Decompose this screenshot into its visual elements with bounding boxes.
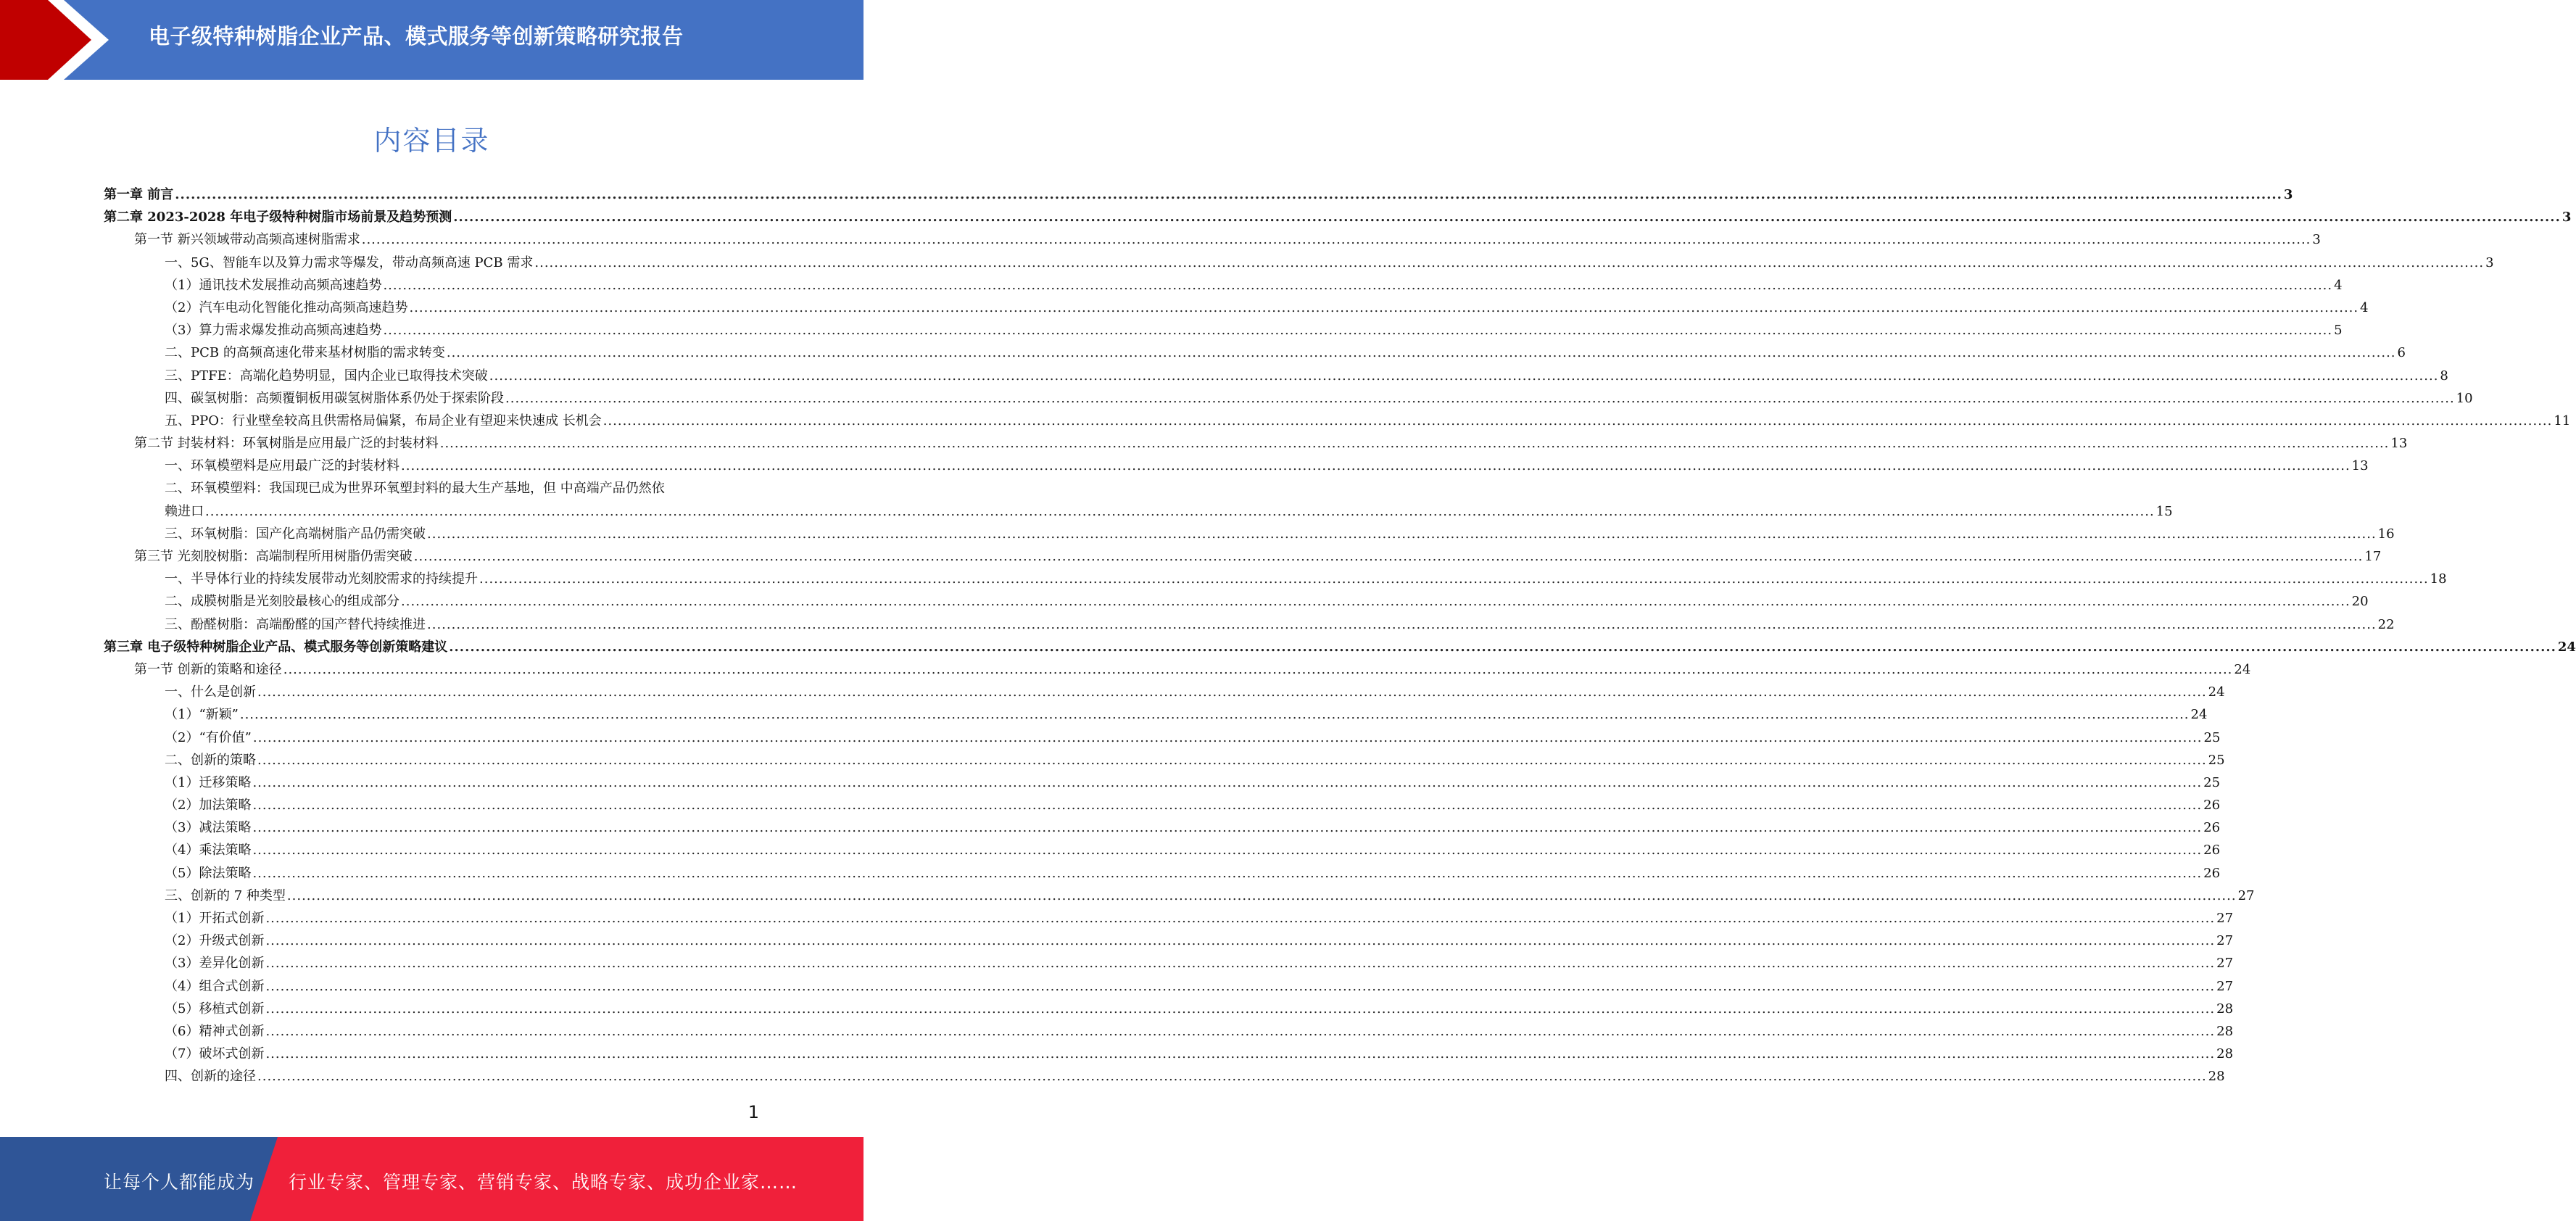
toc-dot-leader: ................................................................................................................................................................................................................................................................................................................................................................................................................ (479, 571, 2429, 587)
toc-entry-title: 一、环氧模塑料是应用最广泛的封装材料 (165, 458, 399, 474)
toc-entry[interactable] (104, 816, 2221, 839)
toc-dot-leader: ................................................................................................................................................................................................................................................................................................................................................................................................................ (265, 911, 2216, 926)
toc-entry-continuation[interactable] (104, 500, 2173, 523)
toc-entry[interactable] (104, 998, 2234, 1020)
toc-entry-page: 8 (2440, 368, 2448, 384)
toc-entry[interactable] (104, 636, 2576, 658)
toc-dot-leader: ................................................................................................................................................................................................................................................................................................................................................................................................................ (252, 843, 2203, 858)
toc-entry[interactable] (104, 1065, 2225, 1088)
toc-dot-leader: ................................................................................................................................................................................................................................................................................................................................................................................................................ (239, 707, 2190, 723)
toc-dot-leader: ................................................................................................................................................................................................................................................................................................................................................................................................................ (252, 820, 2203, 836)
toc-entry[interactable] (104, 1020, 2234, 1043)
toc-entry[interactable] (104, 930, 2234, 952)
toc-entry-title: 三、环氧树脂：国产化高端树脂产品仍需突破 (165, 526, 426, 542)
footer-slogan-left: 让每个人都能成为 (104, 1172, 255, 1193)
toc-entry-title: 一、5G、智能车以及算力需求等爆发，带动高频高速 PCB 需求 (165, 254, 534, 270)
toc-entry[interactable] (104, 862, 2221, 885)
toc-entry[interactable] (104, 681, 2225, 703)
toc-entry-title: 第二节 封装材料：环氧树脂是应用最广泛的封装材料 (134, 436, 439, 452)
toc-entry[interactable] (104, 319, 2343, 342)
toc-entry-page: 3 (2561, 210, 2572, 225)
toc-entry-title: 一、半导体行业的持续发展带动光刻胶需求的持续提升 (165, 571, 478, 587)
toc-entry-title: 二、环氧模塑料：我国现已成为世界环氧塑封料的最大生产基地，但 中高端产品仍然依 (165, 481, 665, 497)
toc-dot-leader: ................................................................................................................................................................................................................................................................................................................................................................................................................ (602, 413, 2553, 429)
toc-entry-page: 25 (2203, 774, 2221, 790)
toc-entry-page: 24 (2208, 684, 2225, 700)
toc-dot-leader: ................................................................................................................................................................................................................................................................................................................................................................................................................ (265, 933, 2216, 949)
toc-entry[interactable] (104, 794, 2221, 816)
toc-entry-page: 26 (2203, 865, 2221, 881)
toc-entry-title: 第三节 光刻胶树脂：高端制程所用树脂仍需突破 (134, 549, 413, 564)
toc-entry-title: 第二章 2023-2028 年电子级特种树脂市场前景及趋势预测 (104, 210, 452, 225)
toc-entry-page: 4 (2334, 277, 2343, 293)
toc-entry[interactable] (104, 703, 2208, 726)
toc-entry-page: 27 (2237, 887, 2255, 903)
toc-entry-title: 第一节 新兴领域带动高频高速树脂需求 (134, 232, 360, 248)
toc-dot-leader: ................................................................................................................................................................................................................................................................................................................................................................................................................ (265, 1046, 2216, 1062)
toc-entry-page: 4 (2360, 299, 2369, 315)
toc-entry[interactable] (104, 432, 2408, 455)
header-title: 电子级特种树脂企业产品、模式服务等创新策略研究报告 (149, 24, 684, 49)
toc-title: 内容目录 (373, 125, 490, 157)
toc-entry-page: 3 (2485, 254, 2494, 270)
toc-dot-leader: ................................................................................................................................................................................................................................................................................................................................................................................................................ (453, 210, 2561, 225)
toc-entry-title: 二、成膜树脂是光刻胶最核心的组成部分 (165, 594, 399, 610)
toc-entry-page: 22 (2377, 616, 2395, 632)
toc-dot-leader: ................................................................................................................................................................................................................................................................................................................................................................................................................ (257, 1069, 2207, 1085)
toc-dot-leader: ................................................................................................................................................................................................................................................................................................................................................................................................................ (252, 774, 2203, 790)
toc-entry-page: 27 (2216, 956, 2234, 972)
toc-entry-title: （1）通讯技术发展推动高频高速趋势 (165, 277, 382, 293)
toc-entry-page: 13 (2390, 436, 2408, 452)
toc-entry[interactable] (104, 907, 2234, 930)
toc-entry-title: 第一章 前言 (104, 187, 174, 202)
toc-dot-leader: ................................................................................................................................................................................................................................................................................................................................................................................................................ (427, 616, 2377, 632)
toc-entry-page: 27 (2216, 911, 2234, 926)
toc-entry[interactable] (104, 975, 2234, 998)
toc-entry-title: 三、PTFE：高端化趋势明显，国内企业已取得技术突破 (165, 368, 488, 384)
toc-entry-page: 25 (2208, 752, 2225, 768)
toc-dot-leader: ................................................................................................................................................................................................................................................................................................................................................................................................................ (446, 345, 2396, 361)
toc-entry-title: （4）组合式创新 (165, 978, 265, 994)
toc-entry-title: 第一节 创新的策略和途径 (134, 661, 282, 677)
toc-dot-leader: ................................................................................................................................................................................................................................................................................................................................................................................................................ (489, 368, 2439, 384)
toc-entry[interactable] (104, 342, 2406, 364)
toc-entry-page: 18 (2430, 571, 2447, 587)
toc-entry-page: 24 (2557, 639, 2576, 655)
toc-entry[interactable] (104, 477, 759, 500)
toc-dot-leader: ................................................................................................................................................................................................................................................................................................................................................................................................................ (361, 232, 2311, 248)
toc-entry-page: 10 (2456, 390, 2473, 406)
toc-entry-page: 6 (2397, 345, 2406, 361)
toc-entry-title: 三、酚醛树脂：高端酚醛的国产替代持续推进 (165, 616, 426, 632)
toc-entry-page: 24 (2234, 661, 2251, 677)
toc-dot-leader: ................................................................................................................................................................................................................................................................................................................................................................................................................ (252, 729, 2203, 745)
toc-entry-title: （4）乘法策略 (165, 843, 252, 858)
toc-dot-leader: ................................................................................................................................................................................................................................................................................................................................................................................................................ (439, 436, 2390, 452)
toc-entry[interactable] (104, 523, 2395, 545)
toc-entry-title: （3）算力需求爆发推动高频高速趋势 (165, 323, 382, 339)
toc-entry-page: 15 (2155, 503, 2173, 519)
toc-entry-title: （6）精神式创新 (165, 1023, 265, 1039)
toc-dot-leader: ................................................................................................................................................................................................................................................................................................................................................................................................................ (257, 752, 2207, 768)
toc-dot-leader: ................................................................................................................................................................................................................................................................................................................................................................................................................ (265, 1023, 2216, 1039)
toc-entry-title: （1）“新颖” (165, 707, 239, 723)
toc-entry-page: 28 (2216, 1001, 2234, 1017)
toc-entry[interactable] (104, 183, 2293, 206)
footer-slogan-right: 行业专家、管理专家、营销专家、战略专家、成功企业家…… (289, 1172, 798, 1193)
toc-entry-page: 28 (2216, 1023, 2234, 1039)
toc-entry-title: 赖进口 (165, 503, 204, 519)
toc-entry[interactable] (104, 885, 2255, 907)
toc-entry-title: （1）开拓式创新 (165, 911, 265, 926)
toc-entry-page: 17 (2364, 549, 2382, 564)
toc-entry-page: 11 (2554, 413, 2571, 429)
toc-entry[interactable] (104, 252, 2494, 274)
toc-entry[interactable] (104, 658, 2251, 681)
toc-entry-title: （1）迁移策略 (165, 774, 252, 790)
toc-entry[interactable] (104, 297, 2369, 319)
toc-entry[interactable] (104, 274, 2343, 297)
toc-entry-title: 二、PCB 的高频高速化带来基材树脂的需求转变 (165, 345, 445, 361)
toc-dot-leader: ................................................................................................................................................................................................................................................................................................................................................................................................................ (257, 684, 2207, 700)
toc-entry-title: 第三章 电子级特种树脂企业产品、模式服务等创新策略建议 (104, 639, 448, 655)
toc-entry-title: （7）破坏式创新 (165, 1046, 265, 1062)
toc-entry-page: 25 (2203, 729, 2221, 745)
toc-entry-title: （5）移植式创新 (165, 1001, 265, 1017)
toc-entry-page: 27 (2216, 933, 2234, 949)
toc-dot-leader: ................................................................................................................................................................................................................................................................................................................................................................................................................ (265, 956, 2216, 972)
toc-entry-title: 四、碳氢树脂：高频覆铜板用碳氢树脂体系仍处于探索阶段 (165, 390, 504, 406)
toc-dot-leader: ................................................................................................................................................................................................................................................................................................................................................................................................................ (427, 526, 2377, 542)
toc-entry-title: 一、什么是创新 (165, 684, 256, 700)
toc-dot-leader: ................................................................................................................................................................................................................................................................................................................................................................................................................ (286, 887, 2237, 903)
toc-entry-page: 5 (2334, 323, 2343, 339)
toc-entry[interactable] (104, 839, 2221, 861)
toc-entry[interactable] (104, 365, 2448, 387)
toc-entry-page: 26 (2203, 843, 2221, 858)
page-number: 1 (747, 1102, 759, 1122)
toc-entry-page: 26 (2203, 820, 2221, 836)
toc-dot-leader: ................................................................................................................................................................................................................................................................................................................................................................................................................ (205, 503, 2155, 519)
toc-entry-title: 四、创新的途径 (165, 1069, 256, 1085)
toc-dot-leader: ................................................................................................................................................................................................................................................................................................................................................................................................................ (175, 187, 2282, 202)
toc-entry-page: 20 (2351, 594, 2369, 610)
table-of-contents (104, 183, 2576, 1088)
toc-entry-page: 3 (2283, 187, 2293, 202)
toc-dot-leader: ................................................................................................................................................................................................................................................................................................................................................................................................................ (283, 661, 2233, 677)
toc-entry-title: （2）“有价值” (165, 729, 252, 745)
toc-entry[interactable] (104, 613, 2395, 636)
toc-entry-page: 28 (2216, 1046, 2234, 1062)
toc-entry[interactable] (104, 455, 2369, 477)
toc-entry[interactable] (104, 387, 2473, 410)
toc-dot-leader: ................................................................................................................................................................................................................................................................................................................................................................................................................ (383, 277, 2333, 293)
toc-dot-leader: ................................................................................................................................................................................................................................................................................................................................................................................................................ (401, 594, 2351, 610)
toc-dot-leader: ................................................................................................................................................................................................................................................................................................................................................................................................................ (252, 865, 2203, 881)
toc-entry[interactable] (104, 410, 2571, 432)
toc-entry-title: 二、创新的策略 (165, 752, 256, 768)
toc-dot-leader: ................................................................................................................................................................................................................................................................................................................................................................................................................ (449, 639, 2556, 655)
toc-entry-title: （3）减法策略 (165, 820, 252, 836)
toc-entry[interactable] (104, 771, 2221, 794)
toc-entry-page: 27 (2216, 978, 2234, 994)
toc-dot-leader: ................................................................................................................................................................................................................................................................................................................................................................................................................ (409, 299, 2359, 315)
toc-entry-title: （2）升级式创新 (165, 933, 265, 949)
toc-entry-page: 13 (2351, 458, 2369, 474)
toc-entry[interactable] (104, 1043, 2234, 1065)
toc-entry[interactable] (104, 228, 2321, 251)
toc-entry-title: 五、PPO：行业壁垒较高且供需格局偏紧，布局企业有望迎来快速成 长机会 (165, 413, 602, 429)
toc-entry-page: 3 (2312, 232, 2321, 248)
toc-entry[interactable] (104, 206, 2572, 228)
toc-entry[interactable] (104, 952, 2234, 974)
toc-dot-leader: ................................................................................................................................................................................................................................................................................................................................................................................................................ (265, 1001, 2216, 1017)
toc-entry-title: 三、创新的 7 种类型 (165, 887, 286, 903)
toc-entry[interactable] (104, 545, 2382, 568)
toc-entry-title: （2）加法策略 (165, 798, 252, 814)
toc-entry-page: 16 (2377, 526, 2395, 542)
toc-dot-leader: ................................................................................................................................................................................................................................................................................................................................................................................................................ (383, 323, 2333, 339)
toc-dot-leader: ................................................................................................................................................................................................................................................................................................................................................................................................................ (534, 254, 2485, 270)
toc-entry[interactable] (104, 749, 2225, 771)
toc-dot-leader: ................................................................................................................................................................................................................................................................................................................................................................................................................ (413, 549, 2364, 564)
toc-dot-leader: ................................................................................................................................................................................................................................................................................................................................................................................................................ (252, 798, 2203, 814)
toc-dot-leader: ................................................................................................................................................................................................................................................................................................................................................................................................................ (505, 390, 2455, 406)
header-chevron-decoration (0, 0, 116, 80)
toc-entry-page: 26 (2203, 798, 2221, 814)
toc-entry[interactable] (104, 727, 2221, 749)
toc-entry[interactable] (104, 568, 2447, 590)
toc-entry-title: （2）汽车电动化智能化推动高频高速趋势 (165, 299, 408, 315)
toc-entry[interactable] (104, 590, 2369, 613)
toc-dot-leader: ................................................................................................................................................................................................................................................................................................................................................................................................................ (401, 458, 2351, 474)
page-header (0, 0, 864, 80)
toc-entry-page: 28 (2208, 1069, 2225, 1085)
toc-dot-leader: ................................................................................................................................................................................................................................................................................................................................................................................................................ (265, 978, 2216, 994)
toc-entry-title: （3）差异化创新 (165, 956, 265, 972)
toc-entry-page: 24 (2190, 707, 2208, 723)
toc-entry-title: （5）除法策略 (165, 865, 252, 881)
